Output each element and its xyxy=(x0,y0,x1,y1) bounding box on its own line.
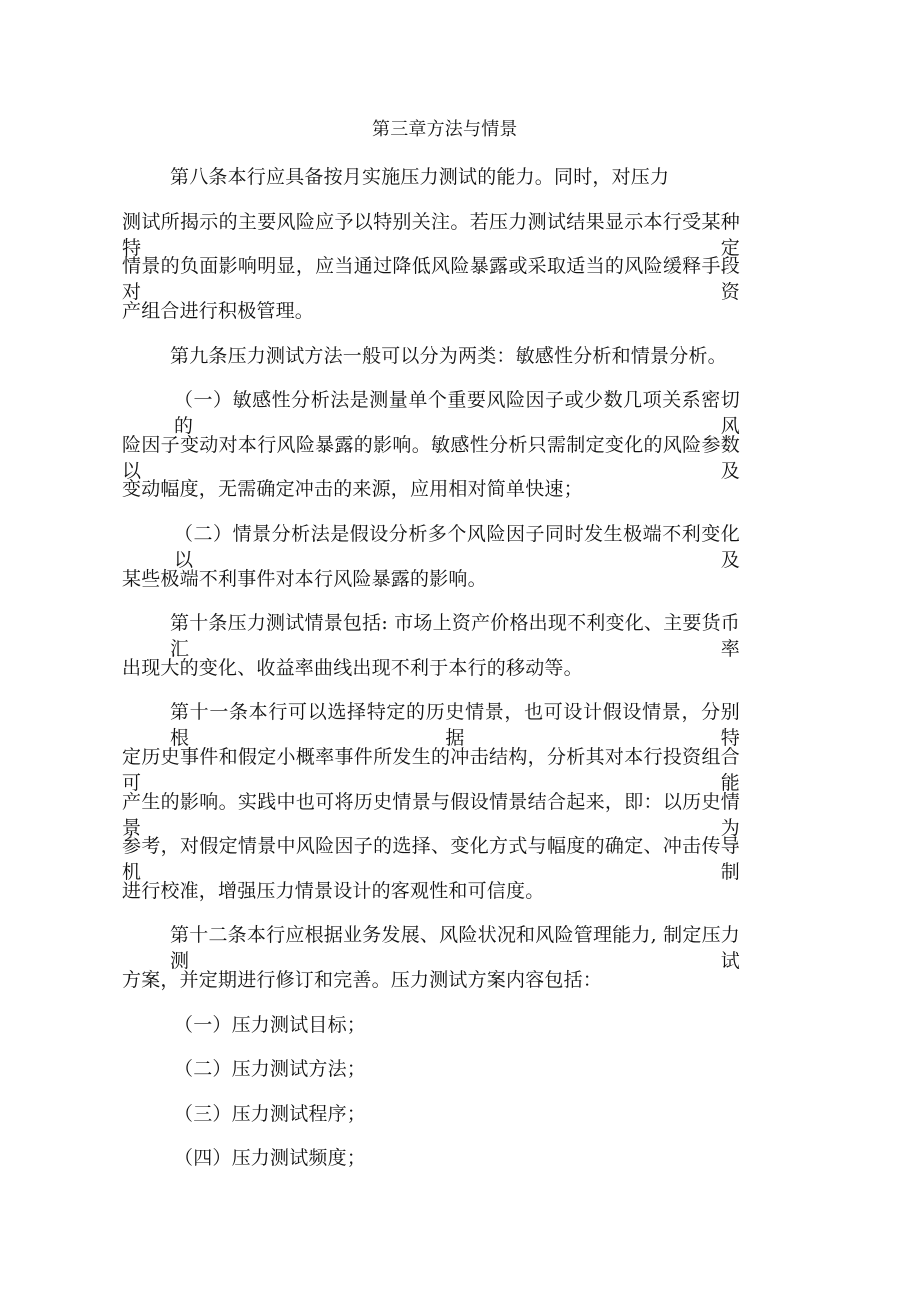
paragraph-line: 出现大的变化、收益率曲线出现不利于本行的移动等。 xyxy=(122,657,583,679)
paragraph-line: 某些极端不利事件对本行风险暴露的影响。 xyxy=(122,568,487,590)
paragraph-line: 产生的影响。实践中也可将历史情景与假设情景结合起来，即：以历史情景为 xyxy=(122,791,740,839)
paragraph-line: 第十二条本行应根据业务发展、风险状况和风险管理能力, 制定压力测试 xyxy=(170,924,740,972)
paragraph-line: （二）情景分析法是假设分析多个风险因子同时发生极端不利变化以及 xyxy=(174,523,740,571)
paragraph-line: 第十一条本行可以选择特定的历史情景，也可设计假设情景，分别根据特 xyxy=(170,701,740,749)
list-item: （三）压力测试程序； xyxy=(174,1103,367,1125)
paragraph-line: 第十条压力测试情景包括: 市场上资产价格出现不利变化、主要货币汇率 xyxy=(170,612,740,660)
list-item: （二）压力测试方法； xyxy=(174,1058,367,1080)
paragraph-line: 情景的负面影响明显，应当通过降低风险暴露或采取适当的风险缓释手段对资 xyxy=(122,255,740,303)
paragraph-line: （一）敏感性分析法是测量单个重要风险因子或少数几项关系密切的风 xyxy=(174,389,740,437)
paragraph-line: 进行校准，增强压力情景设计的客观性和可信度。 xyxy=(122,880,545,902)
list-item: （四）压力测试频度； xyxy=(174,1147,367,1169)
paragraph-line: 第九条压力测试方法一般可以分为两类：敏感性分析和情景分析。 xyxy=(170,345,727,367)
paragraph-line: 测试所揭示的主要风险应予以特别关注。若压力测试结果显示本行受某种特定 xyxy=(122,211,740,259)
paragraph-line: 方案，并定期进行修订和完善。压力测试方案内容包括： xyxy=(122,969,603,991)
paragraph-line: 参考，对假定情景中风险因子的选择、变化方式与幅度的确定、冲击传导机制 xyxy=(122,835,740,883)
paragraph-line: 产组合进行积极管理。 xyxy=(122,300,315,322)
list-item: （一）压力测试目标； xyxy=(174,1014,367,1036)
chapter-title: 第三章方法与情景 xyxy=(372,119,518,140)
paragraph-line: 险因子变动对本行风险暴露的影响。敏感性分析只需制定变化的风险参数以及 xyxy=(122,434,740,482)
paragraph-line: 第八条本行应具备按月实施压力测试的能力。同时，对压力 xyxy=(170,166,670,188)
paragraph-line: 定历史事件和假定小概率事件所发生的冲击结构，分析其对本行投资组合可能 xyxy=(122,746,740,794)
paragraph-line: 变动幅度，无需确定冲击的来源，应用相对简单快速； xyxy=(122,478,583,500)
